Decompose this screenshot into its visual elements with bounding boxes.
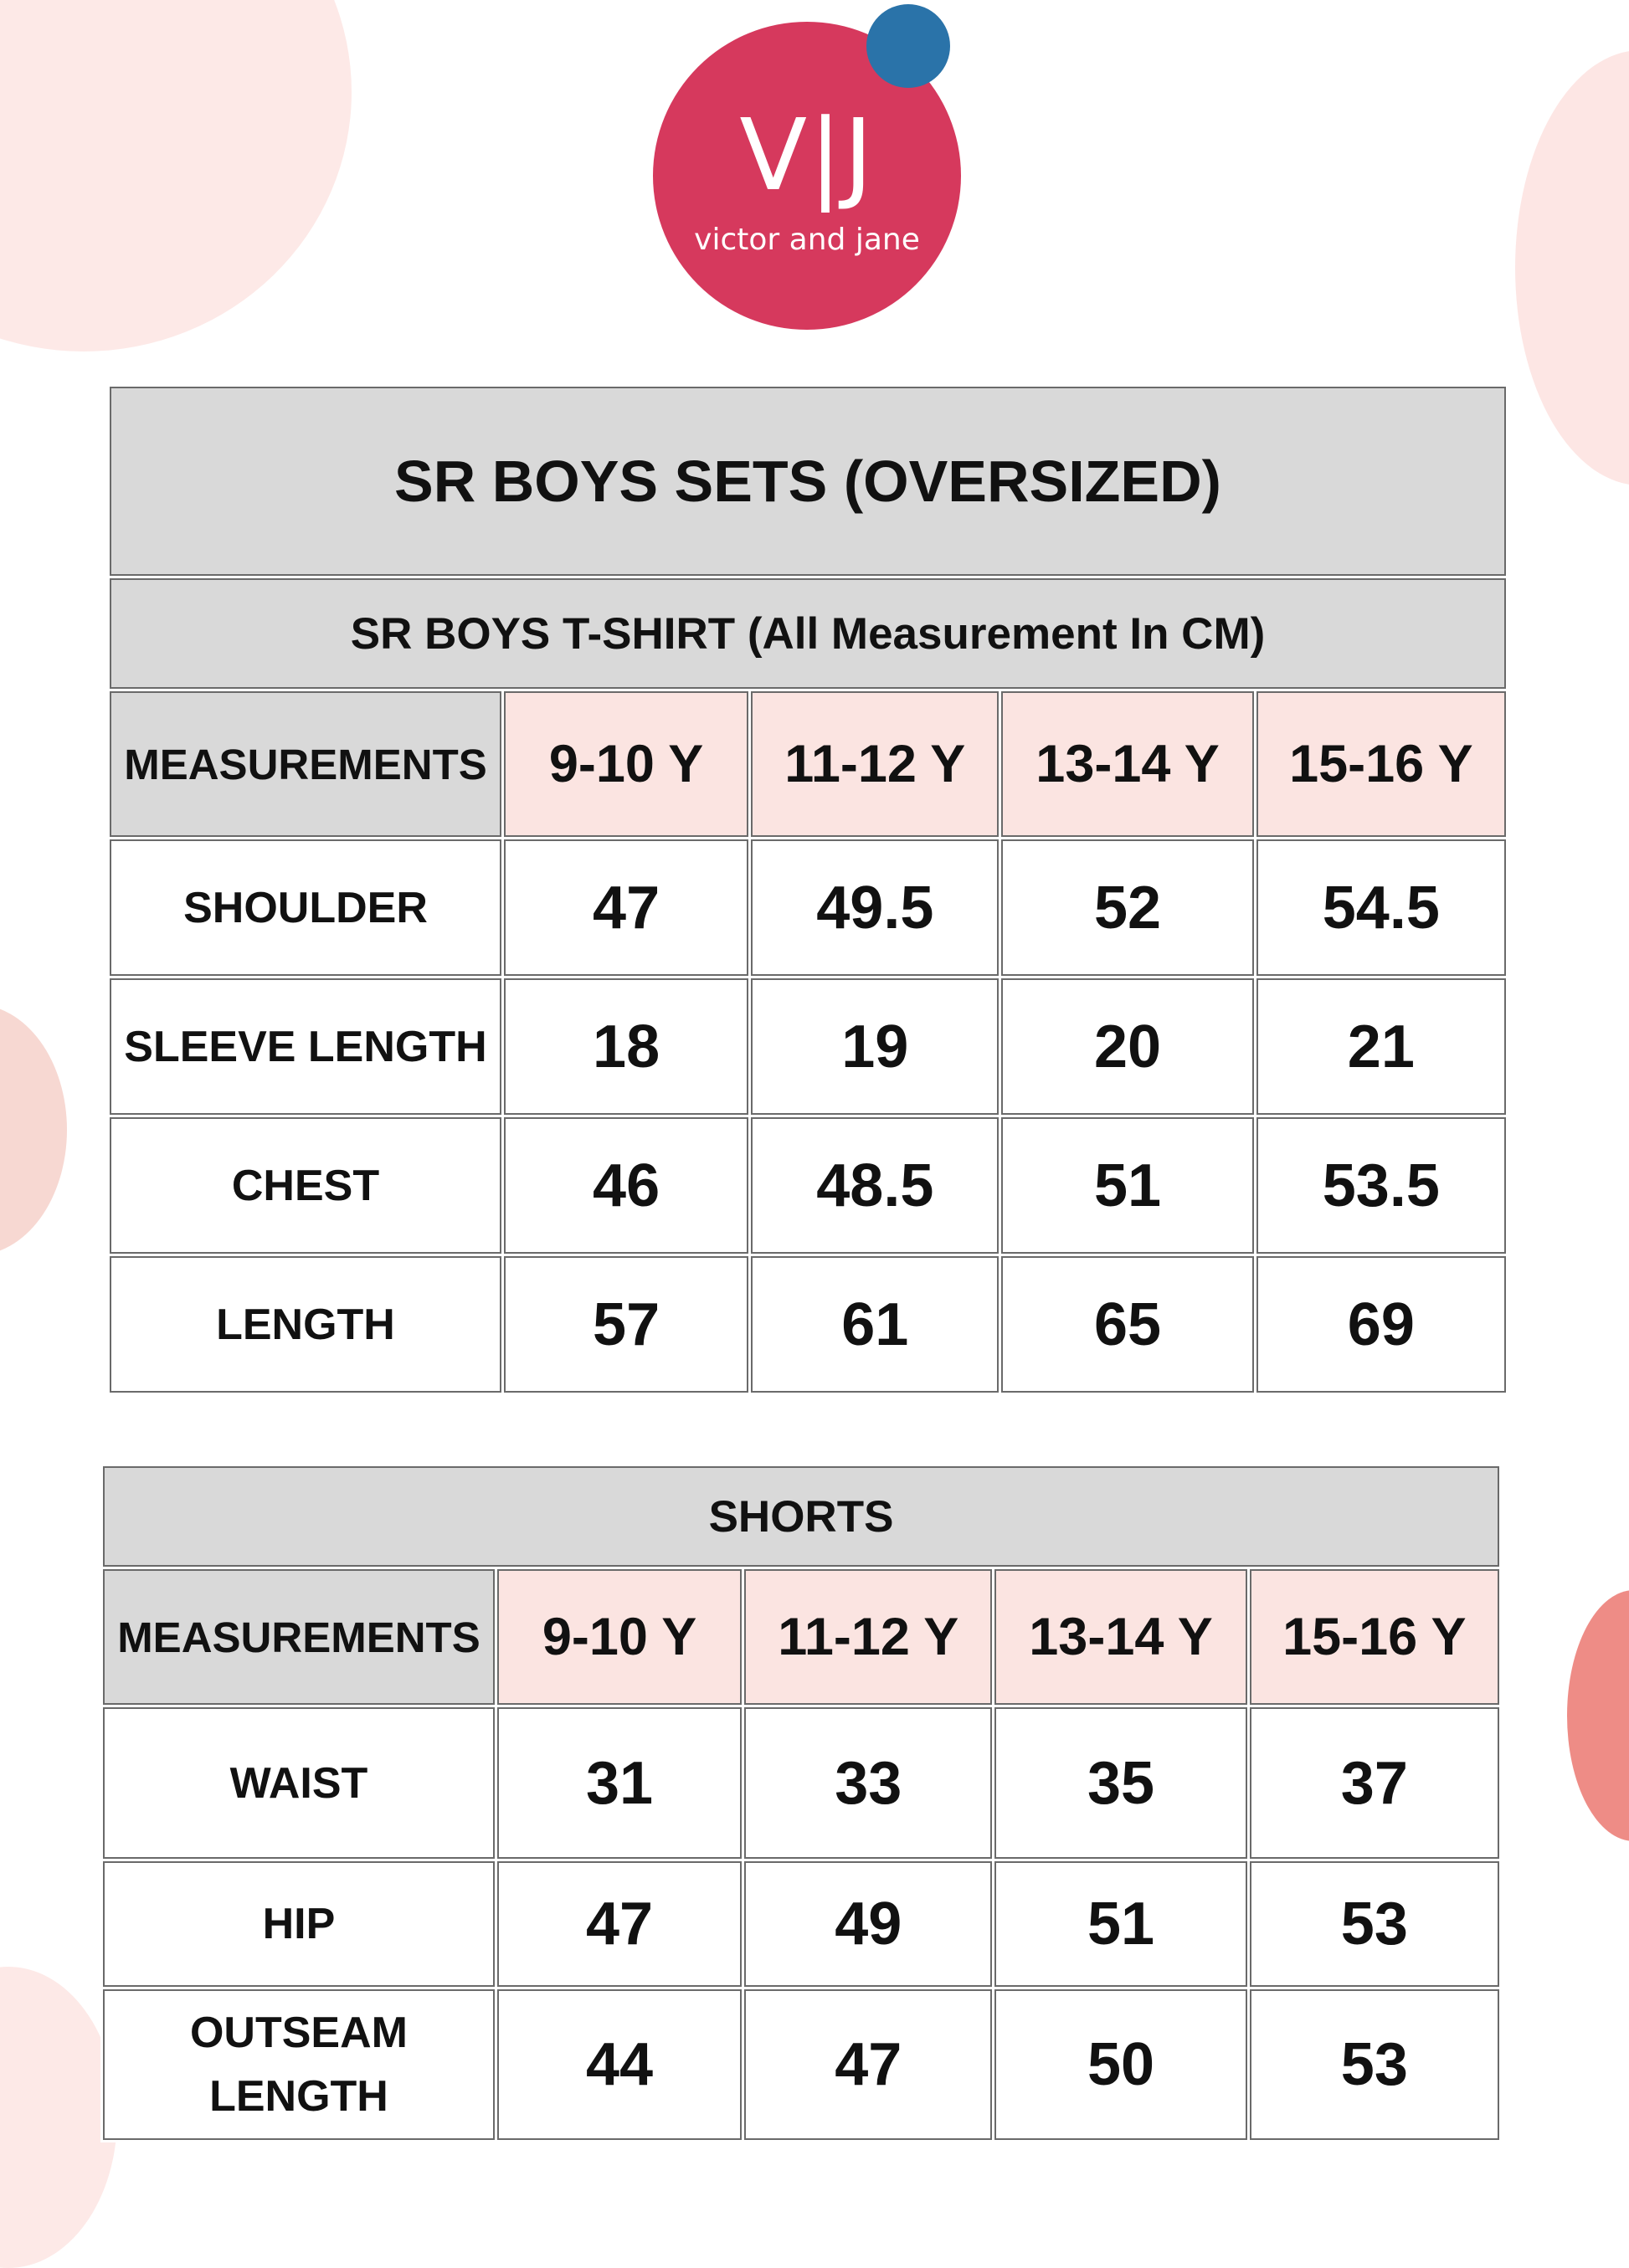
table-cell: 35 bbox=[994, 1707, 1246, 1859]
table-cell: 52 bbox=[1001, 839, 1253, 976]
table-cell: 21 bbox=[1256, 978, 1506, 1115]
shorts-size-header: 13-14 Y bbox=[994, 1569, 1246, 1705]
table-row bbox=[110, 839, 1506, 976]
tshirt-size-header: 11-12 Y bbox=[751, 691, 999, 837]
table-cell: 47 bbox=[497, 1861, 742, 1987]
decor-blob-bottom-left bbox=[0, 1967, 117, 2268]
table-cell: 51 bbox=[994, 1861, 1246, 1987]
table-cell: 53 bbox=[1250, 1861, 1499, 1987]
table-cell: 48.5 bbox=[751, 1117, 999, 1254]
table-cell: 18 bbox=[504, 978, 748, 1115]
tshirt-subtitle: SR BOYS T-SHIRT (All Measurement In CM) bbox=[110, 578, 1506, 689]
shorts-size-header: 15-16 Y bbox=[1250, 1569, 1499, 1705]
decor-blob-left-mid bbox=[0, 1004, 67, 1255]
table-cell: 47 bbox=[744, 1989, 992, 2140]
table-cell: 54.5 bbox=[1256, 839, 1506, 976]
decor-blob-top-right bbox=[1515, 50, 1629, 485]
table-row bbox=[110, 1117, 1506, 1254]
row-label-sleeve-length: SLEEVE LENGTH bbox=[110, 978, 501, 1115]
row-label-waist: WAIST bbox=[103, 1707, 495, 1859]
table-row bbox=[110, 1256, 1506, 1393]
row-label-hip: HIP bbox=[103, 1861, 495, 1987]
tshirt-size-table bbox=[107, 384, 1508, 1395]
table-cell: 69 bbox=[1256, 1256, 1506, 1393]
table-cell: 65 bbox=[1001, 1256, 1253, 1393]
table-cell: 19 bbox=[751, 978, 999, 1115]
row-label-outseam-length: OUTSEAM LENGTH bbox=[103, 1989, 495, 2140]
table-cell: 61 bbox=[751, 1256, 999, 1393]
table-cell: 57 bbox=[504, 1256, 748, 1393]
decor-blob-top-left bbox=[0, 0, 352, 351]
table-cell: 53.5 bbox=[1256, 1117, 1506, 1254]
table-row bbox=[103, 1861, 1499, 1987]
row-label-chest: CHEST bbox=[110, 1117, 501, 1254]
brand-name: victor and jane bbox=[694, 223, 920, 257]
table-cell: 49.5 bbox=[751, 839, 999, 976]
table-cell: 20 bbox=[1001, 978, 1253, 1115]
table-cell: 37 bbox=[1250, 1707, 1499, 1859]
table-cell: 50 bbox=[994, 1989, 1246, 2140]
tshirt-size-header: 9-10 Y bbox=[504, 691, 748, 837]
shorts-subtitle: SHORTS bbox=[103, 1466, 1499, 1567]
brand-mark: V|J bbox=[739, 97, 875, 213]
shorts-header-label: MEASUREMENTS bbox=[103, 1569, 495, 1705]
shorts-size-header: 11-12 Y bbox=[744, 1569, 992, 1705]
shorts-size-table bbox=[100, 1464, 1502, 2142]
tshirt-size-header: 13-14 Y bbox=[1001, 691, 1253, 837]
tshirt-size-header: 15-16 Y bbox=[1256, 691, 1506, 837]
tshirt-header-label: MEASUREMENTS bbox=[110, 691, 501, 837]
table-row bbox=[110, 978, 1506, 1115]
decor-blob-right-mid bbox=[1567, 1590, 1629, 1841]
table-cell: 44 bbox=[497, 1989, 742, 2140]
table-cell: 47 bbox=[504, 839, 748, 976]
shorts-size-header: 9-10 Y bbox=[497, 1569, 742, 1705]
table-cell: 49 bbox=[744, 1861, 992, 1987]
row-label-shoulder: SHOULDER bbox=[110, 839, 501, 976]
page-title: SR BOYS SETS (OVERSIZED) bbox=[110, 387, 1506, 576]
table-cell: 51 bbox=[1001, 1117, 1253, 1254]
table-cell: 53 bbox=[1250, 1989, 1499, 2140]
table-row bbox=[103, 1707, 1499, 1859]
table-cell: 33 bbox=[744, 1707, 992, 1859]
table-row bbox=[103, 1989, 1499, 2140]
row-label-length: LENGTH bbox=[110, 1256, 501, 1393]
table-cell: 46 bbox=[504, 1117, 748, 1254]
brand-logo-dot bbox=[866, 4, 950, 88]
table-cell: 31 bbox=[497, 1707, 742, 1859]
